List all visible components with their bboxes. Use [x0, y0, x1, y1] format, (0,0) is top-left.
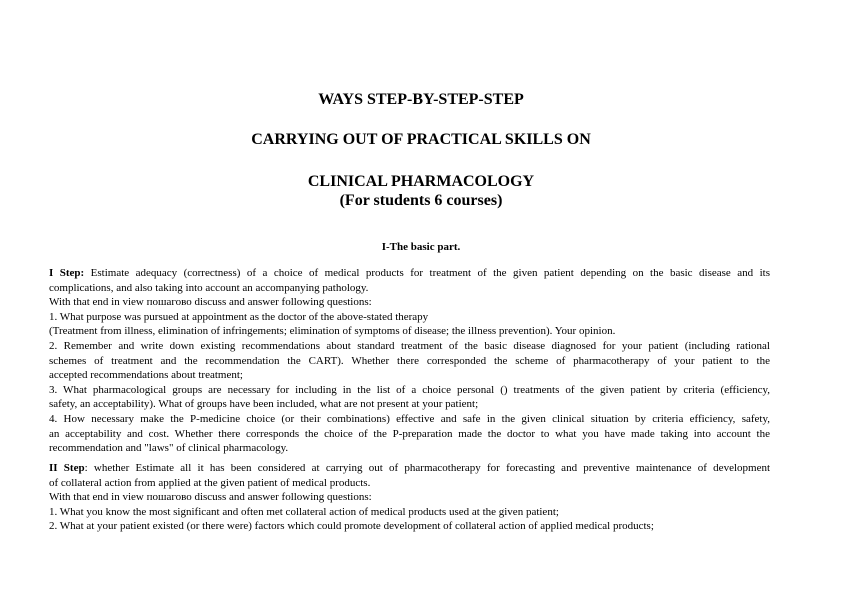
step-1-line: accepted recommendations about treatment; [49, 369, 243, 382]
step-1-line: complications, and also taking into account an accompanying pathology. [49, 281, 369, 294]
step-2-line: II Step: whether Estimate all it has been considered at carrying out of pharmacotherapy for forecasting and preventive maintenance of development [49, 462, 770, 474]
step-1-line: 1. What purpose was pursued at appointment as the doctor of the above-stated therapy [49, 310, 429, 323]
document-subtitle: (For students 6 courses) [339, 192, 503, 209]
step-2-line: With that end in view пошагово discuss and answer following questions: [49, 491, 372, 504]
step-1-line: 4. How necessary make the P-medicine choice (or their combinations) effective and safe in the given clinical situation by criteria efficiency, safety, [49, 412, 770, 425]
step-2-line: 1. What you know the most significant and often met collateral action of medical products used at the given patient; [49, 505, 559, 518]
document-title-line-2: CARRYING OUT OF PRACTICAL SKILLS ON [251, 131, 591, 148]
step-1-label: I Step: [49, 267, 85, 279]
step-1-line: (Treatment from illness, elimination of infringements; elimination of symptoms of disease; the illness prevention). Your opinion. [49, 325, 616, 338]
step-1-line: safety, an acceptability). What of groups have been included, what are not present at your patient; [49, 398, 479, 411]
document-title-line-3: CLINICAL PHARMACOLOGY [307, 173, 535, 190]
step-2-block [49, 461, 770, 534]
step-1-line: With that end in view пошагово discuss and answer following questions: [49, 296, 372, 309]
step-2-label: II Step [49, 462, 85, 474]
step-1-block [49, 266, 770, 456]
step-1-line: I Step: Estimate adequacy (correctness) of a choice of medical products for treatment of the given patient depending on the basic disease and its [49, 267, 770, 279]
step-2-line: 2. What at your patient existed (or there were) factors which could promote development of collateral action of applied medical products; [49, 520, 654, 533]
section-heading: I-The basic part. [381, 241, 461, 253]
document-title-line-1: WAYS STEP-BY-STEP-STEP [318, 91, 524, 108]
step-1-line: schemes of treatment and the recommendation the CART). Whether there corresponded the scheme of pharmacotherapy of your patient to the [49, 354, 770, 367]
step-1-line: 3. What pharmacological groups are necessary for including in the list of a choice personal () treatments of the given patient by criteria (efficiency, [49, 383, 770, 396]
step-1-line: recommendation and "laws" of clinical pharmacology. [49, 442, 289, 455]
step-2-line: of collateral action from applied at the given patient of medical products. [49, 476, 371, 489]
step-1-line: 2. Remember and write down existing recommendations about standard treatment of the basic disease diagnosed for your patient (including rational [49, 339, 770, 352]
step-1-line: an acceptability and cost. Whether there corresponds the choice of the P-preparation made the doctor to what you have made taking into account the [49, 427, 770, 440]
